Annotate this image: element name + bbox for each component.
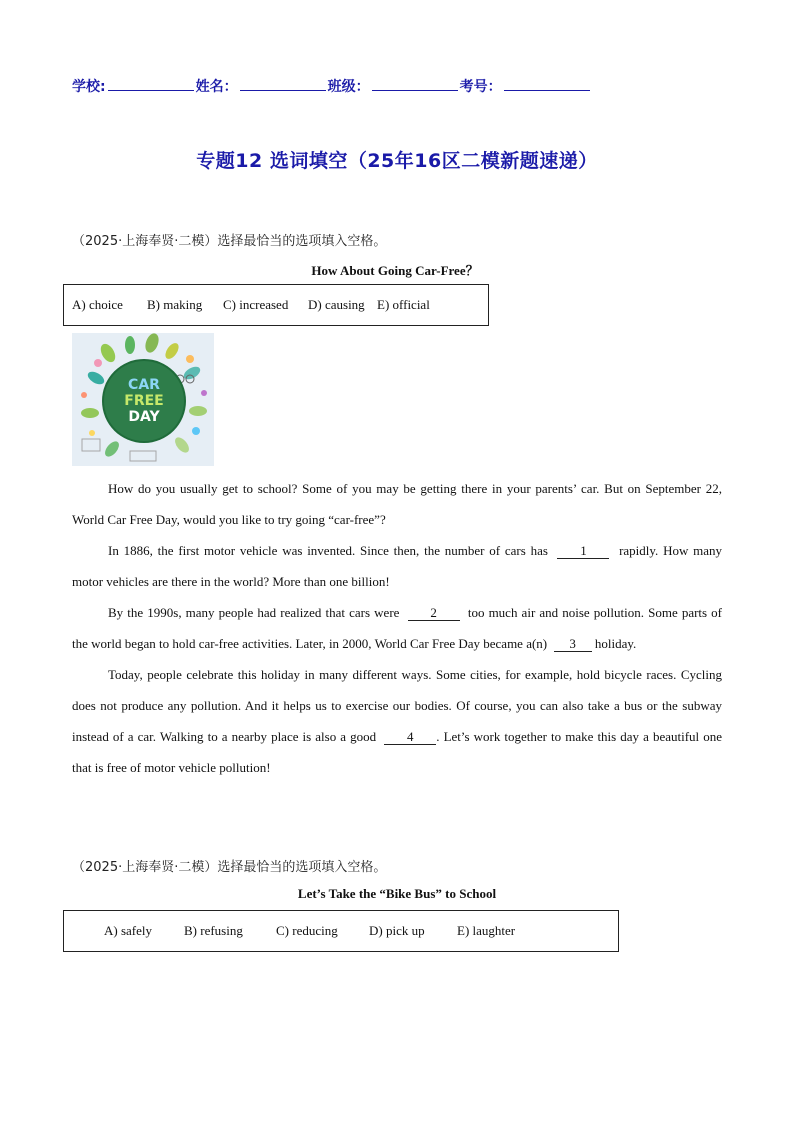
car-free-day-illustration [72, 333, 214, 466]
school-label: 学校: [72, 79, 106, 95]
option-c: C) increased [223, 297, 289, 312]
section2-source: （2025·上海奉贤·二模）选择最恰当的选项填入空格。 [72, 860, 387, 875]
section1-options-box [63, 284, 489, 326]
option-e: E) laughter [457, 923, 516, 938]
exam-number-label: 考号： [459, 79, 502, 95]
section1-source: （2025·上海奉贤·二模）选择最恰当的选项填入空格。 [72, 234, 387, 249]
option-b: B) refusing [184, 923, 243, 938]
section1-passage-title: How About Going Car-Free？ [311, 263, 479, 278]
student-info-header [72, 76, 592, 96]
option-d: D) causing [308, 297, 365, 312]
image-text-car: CAR [128, 377, 160, 393]
school-field[interactable] [108, 76, 194, 91]
option-a: A) safely [104, 923, 153, 938]
option-a: A) choice [72, 297, 123, 312]
page-title: 专题12 选词填空（25年16区二模新题速递） [196, 150, 598, 172]
paragraph-3: By the 1990s, many people had realized that cars were 2 too much air and noise pollution. Some parts of the world began to hold car-free activities. Later, in 2000, World Car Free Day became a(n) 3 holiday. [72, 605, 723, 651]
paragraph-2: In 1886, the first motor vehicle was invented. Since then, the number of cars has 1 rapidly. How many motor vehicles are there in the world? More than one billion! [72, 543, 723, 589]
image-text-free: FREE [124, 393, 164, 409]
paragraph-1: How do you usually get to school? Some of you may be getting there in your parents’ car. But on September 22, World Car Free Day, would you like to try going “car-free”? [72, 481, 722, 527]
name-label: 姓名： [195, 79, 238, 95]
exam-number-field[interactable] [504, 76, 590, 91]
class-label: 班级： [327, 79, 370, 95]
section2-passage-title: Let’s Take the “Bike Bus” to School [297, 886, 497, 901]
passage-body [72, 473, 722, 783]
class-field[interactable] [372, 76, 458, 91]
car-free-day-image [72, 333, 214, 466]
option-b: B) making [147, 297, 203, 312]
blank-2[interactable]: 2 [408, 606, 460, 621]
blank-1[interactable]: 1 [557, 544, 609, 559]
image-text-day: DAY [128, 409, 160, 425]
blank-3[interactable]: 3 [554, 637, 592, 652]
option-e: E) official [377, 297, 430, 312]
name-field[interactable] [240, 76, 326, 91]
blank-4[interactable]: 4 [384, 730, 436, 745]
option-d: D) pick up [369, 923, 425, 938]
section2-options-box [63, 910, 619, 952]
option-c: C) reducing [276, 923, 338, 938]
paragraph-4: Today, people celebrate this holiday in many different ways. Some cities, for example, hold bicycle races. Cycling does not produce any pollution. And it helps us to exercise our bodies. Of course, you can also take a bus or the subway instead of a car. Walking to a nearby place is also a good 4 . Let’s work together to make this day a beautiful one that is free of motor vehicle pollution! [72, 667, 722, 775]
